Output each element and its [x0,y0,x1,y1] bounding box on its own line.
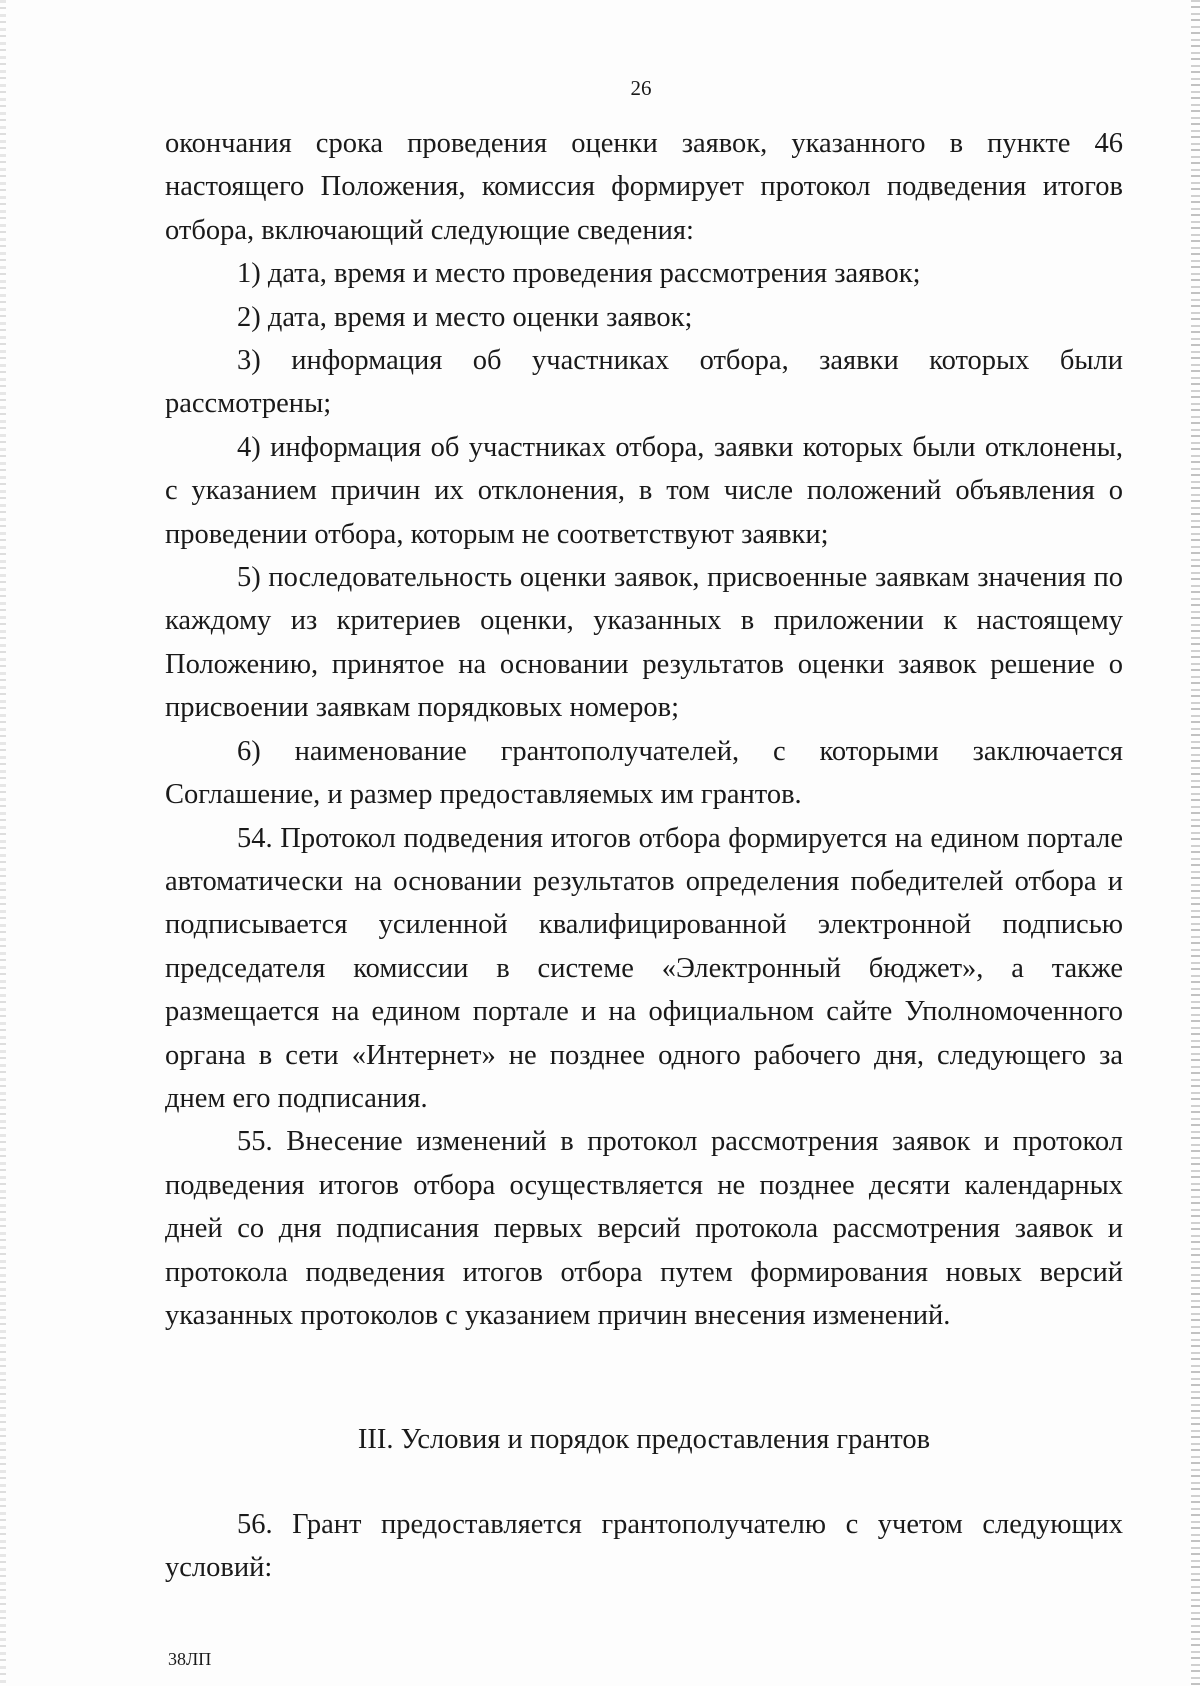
page-number: 26 [630,76,652,100]
body-text [165,122,1123,1337]
paragraph-56: 56. Грант предоставляется грантополучателю с учетом следующих условий: [165,1509,1123,1584]
paragraph-54: 54. Протокол подведения итогов отбора формируется на едином портале автоматически на основании результатов определения победителей отбора и подписывается усиленной квалифицированной электронной подписью председателя комиссии в системе «Электронный бюджет», а также размещается на едином портале и на официальном сайте Уполномоченного органа в сети «Интернет» не позднее одного рабочего дня, следующего за днем его подписания. [165,822,1123,1114]
section-heading: III. Условия и порядок предоставления грантов [357,1424,931,1455]
list-item-1: 1) дата, время и место проведения рассмотрения заявок; [237,258,921,290]
list-item-2: 2) дата, время и место оценки заявок; [237,301,693,333]
list-item-6: 6) наименование грантополучателей, с которыми заключается Соглашение, и размер предоставляемых им грантов. [165,735,1123,811]
scan-edge-left [0,0,6,1686]
footer-code: 38ЛП [168,1649,212,1669]
scan-edge-right [1191,0,1200,1686]
paragraph-continuation: окончания срока проведения оценки заявок, указанного в пункте 46 настоящего Положения, комиссия формирует протокол подведения итогов отбора, включающий следующие сведения: [165,128,1123,246]
paragraph-55: 55. Внесение изменений в протокол рассмотрения заявок и протокол подведения итогов отбора осуществляется не позднее десяти календарных дней со дня подписания первых версий протокола рассмотрения заявок и протокола подведения итогов отбора путем формирования новых версий указанных протоколов с указанием причин внесения изменений. [165,1126,1123,1331]
list-item-5: 5) последовательность оценки заявок, присвоенные заявкам значения по каждому из критериев оценки, указанных в приложении к настоящему Положению, принятое на основании результатов оценки заявок решение о присвоении заявкам порядковых номеров; [165,562,1123,724]
list-item-4: 4) информация об участниках отбора, заявки которых были отклонены, с указанием причин их отклонения, в том числе положений объявления о проведении отбора, которым не соответствуют заявки; [165,431,1123,550]
list-item-3: 3) информация об участниках отбора, заявки которых были рассмотрены; [165,345,1123,420]
